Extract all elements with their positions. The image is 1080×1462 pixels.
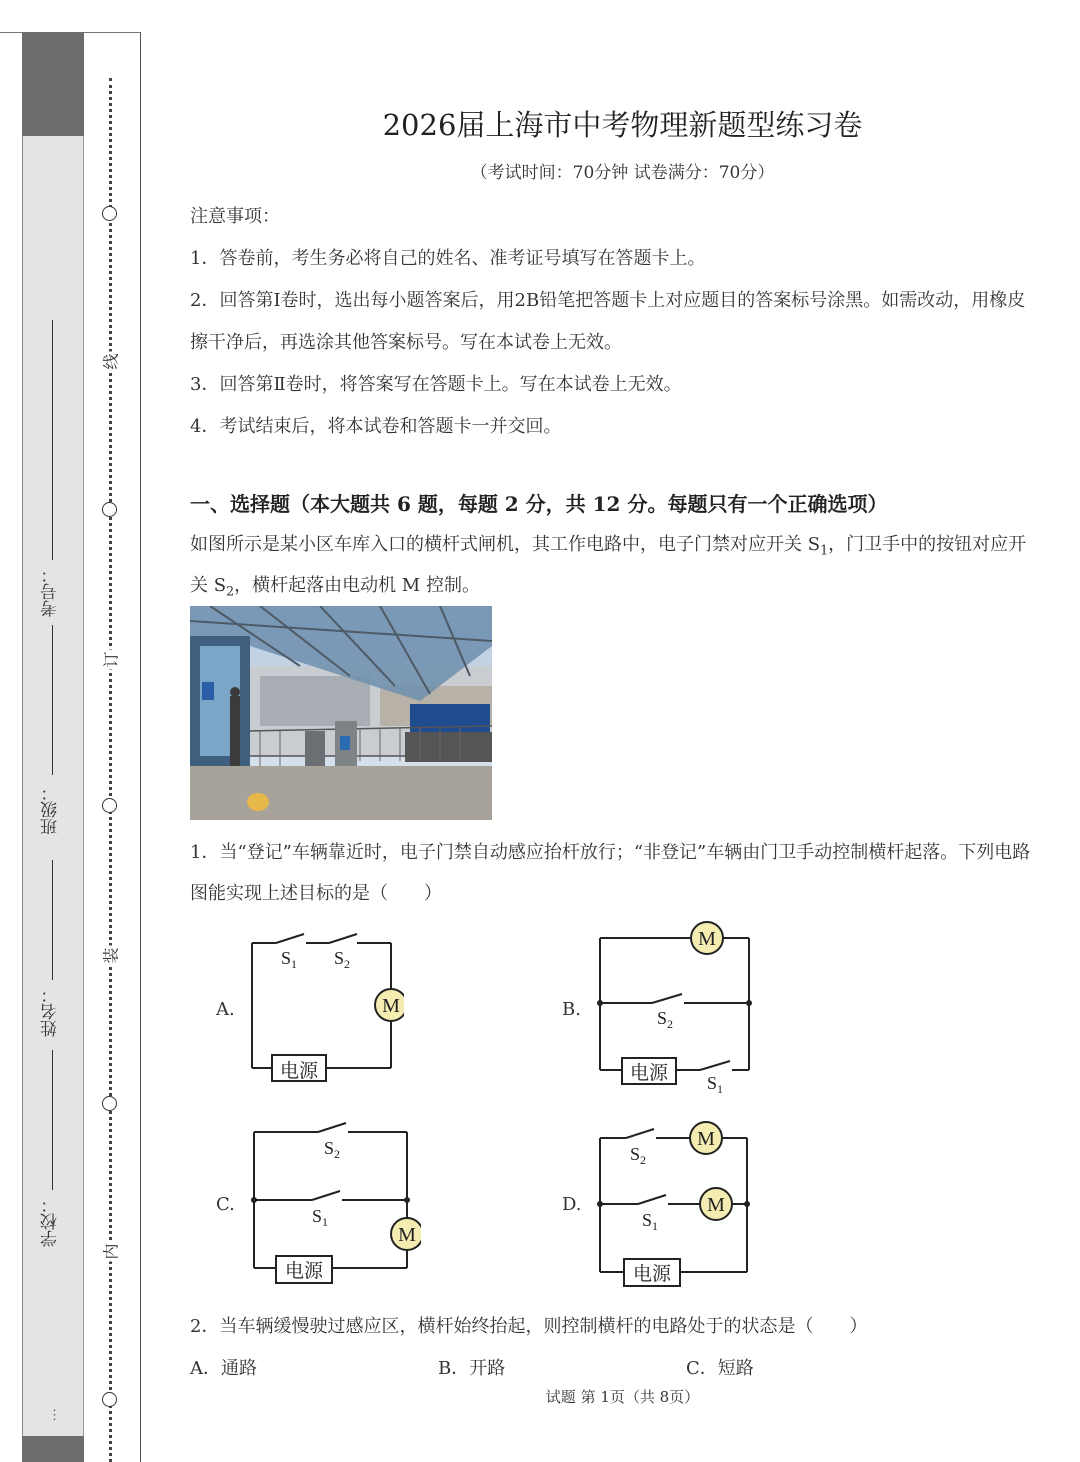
page-footer: 试题 第 1页（共 8页）	[545, 1388, 700, 1406]
circuit-label-a: A.	[216, 999, 235, 1020]
notice-item: 1．答卷前，考生务必将自己的姓名、准考证号填写在答题卡上。	[190, 248, 706, 269]
question2-option-a[interactable]: A．通路	[190, 1358, 257, 1379]
circuit-b-diagram	[592, 918, 762, 1098]
power-label: 电源	[632, 1263, 672, 1285]
svg-text:S1: $S_1$	[707, 1073, 724, 1096]
svg-text:S1: $S_1$	[642, 1210, 659, 1233]
motor-label: M	[707, 1194, 725, 1216]
field-name-label: 姓名：	[41, 986, 61, 1037]
binding-circle	[102, 1392, 117, 1407]
parking-gate-photo	[190, 606, 492, 820]
binding-strip	[22, 32, 84, 1462]
circuit-d-diagram	[592, 1120, 762, 1292]
svg-text:S2: $S_2$	[657, 1008, 674, 1031]
circuit-label-d: D.	[562, 1194, 582, 1215]
circuit-label-b: B.	[562, 999, 581, 1020]
notice-item: 擦干净后，再选涂其他答案标号。写在本试卷上无效。	[190, 332, 622, 353]
notice-item: 2．回答第Ⅰ卷时，选出每小题答案后，用2B铅笔把答题卡上对应题目的答案标号涂黑。如需改动，用橡皮	[190, 290, 1026, 311]
notice-item: 4．考试结束后，将本试卷和答题卡一并交回。	[190, 416, 562, 437]
binding-mark-line: 线	[99, 352, 122, 372]
section-heading: 一、选择题（本大题共 6 题，每题 2 分，共 12 分。每题只有一个正确选项）	[190, 492, 888, 516]
svg-text:S2: $S_2$	[630, 1144, 647, 1167]
notice-heading: 注意事项：	[190, 206, 280, 227]
svg-text:S2: $S_2$	[334, 948, 351, 971]
motor-label: M	[398, 1224, 416, 1246]
field-class-label: 班级：	[41, 784, 61, 835]
section-intro-line1: 如图所示是某小区车库入口的横杆式闸机，其工作电路中，电子门禁对应开关 $S_1$，门卫手中的按钮对应开	[190, 534, 1027, 558]
svg-text:S2: $S_2$	[324, 1138, 341, 1161]
svg-text:S1: $S_1$	[281, 948, 298, 971]
field-school-line	[52, 1050, 53, 1190]
binding-mark-order: 订	[99, 650, 122, 670]
power-label: 电源	[284, 1260, 324, 1282]
circuit-label-c: C.	[216, 1194, 235, 1215]
field-school-label: 学校：	[41, 1196, 61, 1247]
motor-label: M	[698, 928, 716, 950]
binding-strip-top	[22, 32, 84, 136]
field-id-label: 考号：	[41, 566, 61, 617]
binding-circle	[102, 206, 117, 221]
power-label: 电源	[629, 1062, 669, 1084]
circuit-c-diagram	[246, 1118, 421, 1290]
field-id-line	[52, 320, 53, 560]
binding-strip-bottom	[22, 1436, 84, 1462]
svg-text:S1: $S_1$	[312, 1206, 329, 1229]
motor-label: M	[382, 995, 400, 1017]
question2-text: 2．当车辆缓慢驶过感应区，横杆始终抬起，则控制横杆的电路处于的状态是（ ）	[190, 1316, 868, 1337]
circuit-a-diagram	[244, 928, 404, 1088]
question2-option-b[interactable]: B．开路	[438, 1358, 506, 1379]
strip-dots: ⋮	[48, 1408, 61, 1423]
page-border	[140, 32, 141, 1462]
motor-label: M	[697, 1128, 715, 1150]
binding-circle	[102, 502, 117, 517]
question1-line2: 图能实现上述目标的是（ ）	[190, 883, 442, 904]
field-class-line	[52, 625, 53, 775]
power-label: 电源	[279, 1060, 319, 1082]
exam-title: 2026届上海市中考物理新题型练习卷	[382, 108, 863, 142]
binding-circle	[102, 1096, 117, 1111]
binding-mark-bind: 装	[99, 946, 122, 966]
notice-item: 3．回答第Ⅱ卷时，将答案写在答题卡上。写在本试卷上无效。	[190, 374, 682, 395]
binding-circle	[102, 798, 117, 813]
question2-option-c[interactable]: C．短路	[686, 1358, 754, 1379]
binding-mark-inner: 内	[99, 1242, 122, 1262]
question1-line1: 1．当“登记”车辆靠近时，电子门禁自动感应抬杆放行；“非登记”车辆由门卫手动控制横杆起落。下列电路	[190, 842, 1031, 863]
field-name-line	[52, 860, 53, 980]
exam-subtitle: （考试时间：70分钟 试卷满分：70分）	[470, 163, 775, 183]
section-intro-line2: 关 $S_2$，横杆起落由电动机 M 控制。	[190, 575, 480, 599]
